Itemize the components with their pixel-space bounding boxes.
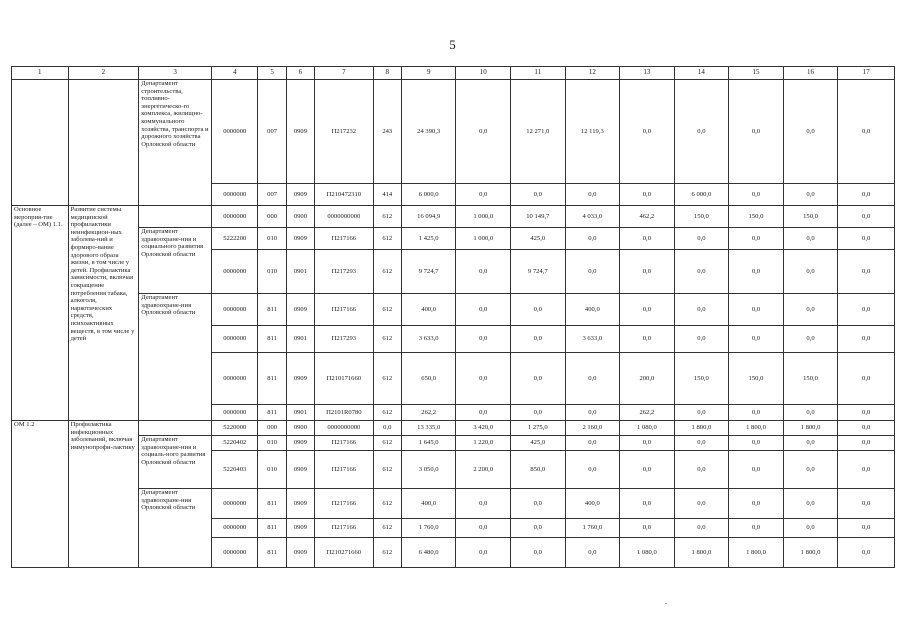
table-cell: 150,0: [783, 206, 838, 228]
table-cell: 0,0: [456, 80, 511, 184]
table-cell: 612: [373, 451, 401, 489]
column-header: 9: [401, 67, 456, 80]
table-cell: 0,0: [838, 206, 895, 228]
department-cell: [139, 206, 212, 228]
table-cell: 1 800,0: [674, 421, 729, 436]
column-header: 17: [838, 67, 895, 80]
table-cell: 0900: [286, 421, 314, 436]
table-cell: 2 160,0: [565, 421, 620, 436]
table-cell: 12 119,3: [565, 80, 620, 184]
table-cell: 612: [373, 353, 401, 405]
table-cell: П210171660: [315, 353, 374, 405]
table-cell: 0,0: [783, 80, 838, 184]
table-cell: 262,2: [401, 405, 456, 421]
table-cell: 0,0: [674, 489, 729, 519]
table-cell: 0,0: [729, 294, 784, 326]
column-header: 14: [674, 67, 729, 80]
table-cell: 1 800,0: [729, 538, 784, 568]
table-cell: 262,2: [620, 405, 675, 421]
table-cell: 811: [258, 489, 286, 519]
table-cell: 0,0: [511, 538, 566, 568]
table-cell: 0,0: [729, 326, 784, 353]
table-cell: 400,0: [401, 294, 456, 326]
table-cell: 0909: [286, 519, 314, 538]
table-cell: 0,0: [838, 451, 895, 489]
activity-cell: Основное мероприя-тие (далее – ОМ) 1.1.: [12, 206, 69, 421]
table-cell: 0,0: [511, 353, 566, 405]
column-header: 3: [139, 67, 212, 80]
table-cell: 0,0: [456, 489, 511, 519]
table-cell: 612: [373, 538, 401, 568]
table-cell: 425,0: [511, 436, 566, 451]
table-cell: 0,0: [729, 436, 784, 451]
table-cell: 5220402: [212, 436, 258, 451]
table-cell: 0,0: [511, 405, 566, 421]
table-cell: П217293: [315, 326, 374, 353]
table-cell: 0,0: [565, 451, 620, 489]
table-cell: 12 271,0: [511, 80, 566, 184]
table-cell: П217166: [315, 451, 374, 489]
table-cell: 150,0: [729, 206, 784, 228]
table-cell: 0,0: [456, 294, 511, 326]
activity-name-cell: Профилактика инфекционных заболеваний, включая иммунопрофи-лактику: [68, 421, 139, 568]
table-cell: 0,0: [783, 436, 838, 451]
table-cell: 0,0: [456, 405, 511, 421]
table-cell: 0000000: [212, 326, 258, 353]
table-cell: 1 275,0: [511, 421, 566, 436]
table-cell: 0,0: [729, 80, 784, 184]
table-cell: 10 149,7: [511, 206, 566, 228]
table-cell: 150,0: [729, 353, 784, 405]
table-cell: 9 724,7: [401, 250, 456, 294]
table-cell: 650,0: [401, 353, 456, 405]
table-cell: 0,0: [674, 80, 729, 184]
table-cell: 010: [258, 436, 286, 451]
table-cell: 150,0: [674, 353, 729, 405]
table-cell: 000: [258, 206, 286, 228]
table-cell: 3 633,0: [401, 326, 456, 353]
table-cell: 0,0: [838, 489, 895, 519]
table-cell: 0,0: [674, 326, 729, 353]
column-header: 15: [729, 67, 784, 80]
column-header: 5: [258, 67, 286, 80]
table-cell: 0,0: [729, 519, 784, 538]
table-cell: 243: [373, 80, 401, 184]
table-cell: 0,0: [620, 489, 675, 519]
table-cell: П217293: [315, 250, 374, 294]
table-cell: 0,0: [620, 250, 675, 294]
table-cell: 24 390,3: [401, 80, 456, 184]
table-cell: 0909: [286, 436, 314, 451]
table-cell: 0,0: [674, 250, 729, 294]
table-cell: 0,0: [729, 451, 784, 489]
table-cell: П217166: [315, 294, 374, 326]
table-row: [12, 206, 895, 228]
table-cell: 0909: [286, 538, 314, 568]
table-cell: 414: [373, 184, 401, 206]
table-cell: 0909: [286, 353, 314, 405]
table-cell: 007: [258, 80, 286, 184]
table-cell: 0,0: [620, 519, 675, 538]
table-cell: 0,0: [674, 519, 729, 538]
table-cell: 0,0: [729, 489, 784, 519]
table-cell: 0000000: [212, 80, 258, 184]
table-cell: 0,0: [373, 421, 401, 436]
table-cell: 0901: [286, 405, 314, 421]
table-cell: П2101R0780: [315, 405, 374, 421]
page-number: 5: [449, 37, 456, 52]
table-cell: 0,0: [838, 228, 895, 250]
table-cell: 0,0: [565, 538, 620, 568]
table-cell: П217232: [315, 80, 374, 184]
table-cell: 0909: [286, 80, 314, 184]
budget-table: [11, 66, 895, 568]
table-cell: 0,0: [565, 405, 620, 421]
table-cell: 0,0: [511, 519, 566, 538]
table-cell: 0,0: [783, 519, 838, 538]
table-cell: 612: [373, 405, 401, 421]
table-cell: 0,0: [838, 519, 895, 538]
table-cell: 612: [373, 228, 401, 250]
column-header: 1: [12, 67, 69, 80]
activity-cell: ОМ 1.2: [12, 421, 69, 568]
table-cell: 1 425,0: [401, 228, 456, 250]
table-cell: 0,0: [674, 294, 729, 326]
column-header: 13: [620, 67, 675, 80]
table-cell: 612: [373, 326, 401, 353]
table-cell: 0000000000: [315, 206, 374, 228]
table-cell: 0000000: [212, 250, 258, 294]
table-cell: П217166: [315, 228, 374, 250]
table-cell: 0,0: [511, 184, 566, 206]
table-cell: 0,0: [729, 405, 784, 421]
table-cell: 3 633,0: [565, 326, 620, 353]
table-cell: 0,0: [456, 326, 511, 353]
table-cell: 1 760,0: [565, 519, 620, 538]
table-cell: 0,0: [620, 326, 675, 353]
table-cell: 2 200,0: [456, 451, 511, 489]
table-cell: П210271660: [315, 538, 374, 568]
table-cell: 612: [373, 294, 401, 326]
table-cell: 0,0: [838, 326, 895, 353]
table-cell: 0,0: [456, 519, 511, 538]
table-cell: 3 420,0: [456, 421, 511, 436]
table-cell: 811: [258, 405, 286, 421]
table-cell: П217166: [315, 489, 374, 519]
table-cell: 150,0: [674, 206, 729, 228]
table-cell: 811: [258, 519, 286, 538]
table-cell: 010: [258, 228, 286, 250]
table-cell: 0,0: [674, 451, 729, 489]
table-cell: 0900: [286, 206, 314, 228]
table-cell: 0,0: [511, 294, 566, 326]
table-cell: 0,0: [838, 405, 895, 421]
column-header: 2: [68, 67, 139, 80]
table-cell: 0909: [286, 184, 314, 206]
table-cell: 0909: [286, 451, 314, 489]
table-cell: 0000000000: [315, 421, 374, 436]
table-cell: 0,0: [511, 489, 566, 519]
table-cell: 0000000: [212, 353, 258, 405]
table-cell: 0,0: [838, 538, 895, 568]
table-cell: 1 220,0: [456, 436, 511, 451]
table-row: [12, 228, 895, 250]
table-cell: 1 645,0: [401, 436, 456, 451]
department-cell: Департамент здравоохране-ния и социального развития Орловской области: [139, 228, 212, 294]
table-cell: 0,0: [783, 228, 838, 250]
table-row: [12, 421, 895, 436]
table-cell: 6 000,0: [401, 184, 456, 206]
table-cell: 1 080,0: [620, 421, 675, 436]
table-cell: 150,0: [783, 353, 838, 405]
table-cell: 0,0: [456, 353, 511, 405]
table-row: [12, 80, 895, 184]
table-cell: 6 480,0: [401, 538, 456, 568]
table-cell: 0,0: [565, 353, 620, 405]
table-cell: 007: [258, 184, 286, 206]
table-cell: 5222200: [212, 228, 258, 250]
table-cell: 0000000: [212, 519, 258, 538]
table-cell: 400,0: [565, 489, 620, 519]
table-cell: 0,0: [565, 184, 620, 206]
table-cell: 0,0: [456, 250, 511, 294]
table-cell: 0000000: [212, 489, 258, 519]
table-cell: 0,0: [620, 294, 675, 326]
table-cell: 0,0: [838, 294, 895, 326]
column-header: 10: [456, 67, 511, 80]
department-cell: Департамент здравоохране-ния Орловской области: [139, 489, 212, 568]
table-cell: 1 800,0: [783, 538, 838, 568]
table-cell: 0909: [286, 489, 314, 519]
table-cell: П210472310: [315, 184, 374, 206]
table-cell: 6 000,0: [674, 184, 729, 206]
table-cell: 0,0: [674, 436, 729, 451]
column-header: 8: [373, 67, 401, 80]
table-cell: 0,0: [838, 353, 895, 405]
table-cell: 1 760,0: [401, 519, 456, 538]
table-cell: 13 335,0: [401, 421, 456, 436]
table-cell: 0,0: [456, 184, 511, 206]
activity-name-cell: Развитие системы медицинской профилактики неинфекцион-ных заболева-ний и формиро-вание здорового образа жизни, в том числе у детей. Профилактика зависимости, включая сокращение потребления табака, алкоголя, наркотических средств, психоактивных веществ, в том числе у детей: [68, 206, 139, 421]
table-cell: 9 724,7: [511, 250, 566, 294]
table-cell: 811: [258, 326, 286, 353]
table-cell: П217166: [315, 436, 374, 451]
table-cell: 0901: [286, 326, 314, 353]
column-header: 4: [212, 67, 258, 80]
table-cell: 0,0: [456, 538, 511, 568]
table-cell: 0,0: [783, 184, 838, 206]
table-cell: 0,0: [620, 451, 675, 489]
table-cell: 0,0: [838, 250, 895, 294]
column-header: 11: [511, 67, 566, 80]
table-cell: П217166: [315, 519, 374, 538]
table-cell: 0,0: [674, 228, 729, 250]
table-cell: 5220000: [212, 421, 258, 436]
table-row: [12, 489, 895, 519]
table-cell: 811: [258, 538, 286, 568]
table-cell: 0,0: [838, 436, 895, 451]
table-cell: 1 000,0: [456, 206, 511, 228]
table-cell: 612: [373, 489, 401, 519]
table-cell: 0,0: [620, 184, 675, 206]
table-cell: 0,0: [783, 405, 838, 421]
table-cell: 4 033,0: [565, 206, 620, 228]
table-cell: 200,0: [620, 353, 675, 405]
table-cell: 0000000: [212, 206, 258, 228]
table-cell: 010: [258, 250, 286, 294]
table-cell: 010: [258, 451, 286, 489]
table-cell: 0,0: [511, 326, 566, 353]
table-cell: 0,0: [620, 80, 675, 184]
table-cell: 0,0: [838, 421, 895, 436]
table-cell: 612: [373, 206, 401, 228]
department-cell: Департамент здравоохране-ния Орловской области: [139, 294, 212, 421]
table-cell: 0,0: [729, 184, 784, 206]
column-header: 12: [565, 67, 620, 80]
department-cell: Департамент строительства, топливно-энергетическо-го комплекса, жилищно-коммунального хозяйства, транспорта и дорожного хозяйства Орловской области: [139, 80, 212, 206]
column-header: 6: [286, 67, 314, 80]
table-cell: 3 050,0: [401, 451, 456, 489]
department-cell: Департамент здравоохране-ния и социаль-ного развития Орловской области: [139, 436, 212, 489]
table-cell: 0,0: [620, 228, 675, 250]
table-cell: 0909: [286, 228, 314, 250]
table-cell: 0,0: [783, 294, 838, 326]
column-header: 16: [783, 67, 838, 80]
table-cell: 0000000: [212, 294, 258, 326]
table-cell: 462,2: [620, 206, 675, 228]
table-cell: 0,0: [565, 228, 620, 250]
scan-speck: [665, 603, 667, 604]
table-cell: 1 080,0: [620, 538, 675, 568]
table-cell: 400,0: [565, 294, 620, 326]
table-cell: 1 000,0: [456, 228, 511, 250]
header-row: [12, 67, 895, 80]
table-cell: 1 800,0: [729, 421, 784, 436]
table-cell: 0000000: [212, 538, 258, 568]
table-cell: 0,0: [783, 451, 838, 489]
table-cell: 0000000: [212, 405, 258, 421]
table-cell: 1 800,0: [783, 421, 838, 436]
table-cell: 0909: [286, 294, 314, 326]
table-cell: 0000000: [212, 184, 258, 206]
table-cell: 000: [258, 421, 286, 436]
activity-name-cell: [68, 80, 139, 206]
table-cell: 612: [373, 519, 401, 538]
table-cell: 0,0: [783, 489, 838, 519]
table-cell: 0,0: [838, 184, 895, 206]
table-row: [12, 436, 895, 451]
table-cell: 0,0: [838, 80, 895, 184]
table-cell: 612: [373, 436, 401, 451]
table-cell: 0,0: [565, 436, 620, 451]
table-cell: 0,0: [783, 250, 838, 294]
table-cell: 850,0: [511, 451, 566, 489]
table-cell: 0901: [286, 250, 314, 294]
table-cell: 0,0: [729, 228, 784, 250]
table-cell: 0,0: [783, 326, 838, 353]
table-cell: 1 800,0: [674, 538, 729, 568]
table-cell: 811: [258, 294, 286, 326]
column-header: 7: [315, 67, 374, 80]
table-cell: 16 094,9: [401, 206, 456, 228]
table-cell: 0,0: [674, 405, 729, 421]
activity-cell: [12, 80, 69, 206]
table-cell: 425,0: [511, 228, 566, 250]
table-cell: 400,0: [401, 489, 456, 519]
table-cell: 5220403: [212, 451, 258, 489]
table-cell: 612: [373, 250, 401, 294]
table-cell: 811: [258, 353, 286, 405]
department-cell: [139, 421, 212, 436]
table-cell: 0,0: [620, 436, 675, 451]
table-cell: 0,0: [729, 250, 784, 294]
table-cell: 0,0: [565, 250, 620, 294]
table-row: [12, 294, 895, 326]
